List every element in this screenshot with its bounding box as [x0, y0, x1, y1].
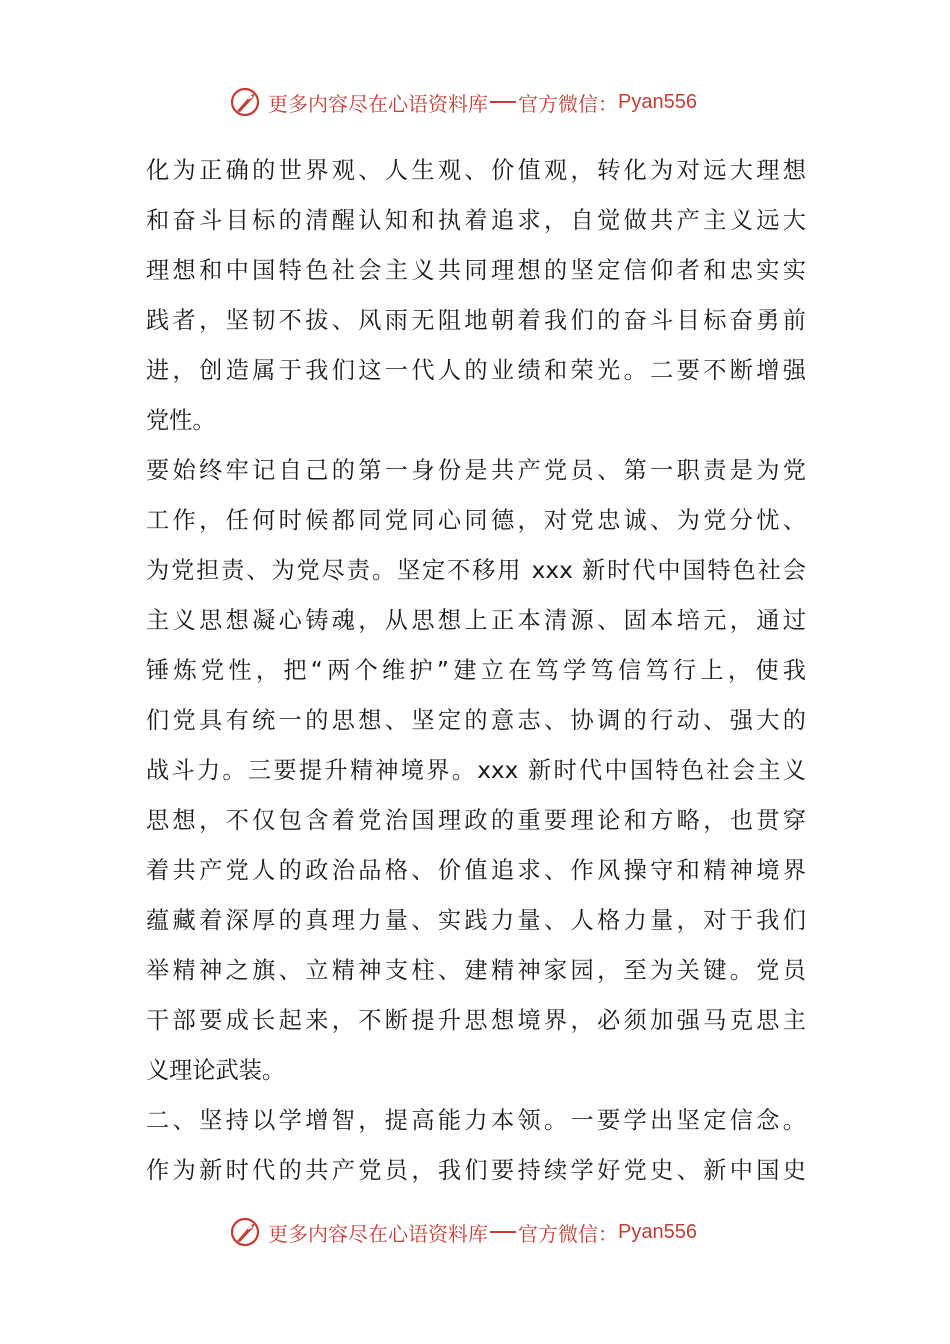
text-line: 进，创造属于我们这一代人的业绩和荣光。二要不断增强	[146, 357, 806, 384]
text-line: 义理论武装。	[146, 1057, 286, 1084]
text-line: 要始终牢记自己的第一身份是共产党员、第一职责是为党	[146, 457, 806, 484]
document-body	[146, 146, 806, 1196]
text-line: 思想，不仅包含着党治国理政的重要理论和方略，也贯穿	[146, 807, 806, 834]
text-line: 主义思想凝心铸魂，从思想上正本清源、固本培元，通过	[146, 607, 806, 634]
banner-separator	[490, 101, 516, 103]
text-line: 战斗力。三要提升精神境界。xxx 新时代中国特色社会主义	[146, 757, 806, 784]
text-line: 们党具有统一的思想、坚定的意志、协调的行动、强大的	[146, 707, 806, 734]
brand-text: 更多内容尽在心语资料库	[268, 91, 488, 116]
text-line: 和奋斗目标的清醒认知和执着追求，自觉做共产主义远大	[146, 207, 806, 234]
contact-label: 官方微信：	[518, 1221, 618, 1246]
text-line: 着共产党人的政治品格、价值追求、作风操守和精神境界	[146, 857, 806, 884]
text-line: 为党担责、为党尽责。坚定不移用 xxx 新时代中国特色社会	[146, 557, 806, 584]
wechat-handle: Pyan556	[618, 1220, 697, 1243]
pen-nib-circle-icon	[228, 1214, 264, 1250]
text-line: 举精神之旗、立精神支柱、建精神家园，至为关键。党员	[146, 957, 806, 984]
text-line: 工作，任何时候都同党同心同德，对党忠诚、为党分忧、	[146, 507, 806, 534]
text-line: 党性。	[146, 407, 216, 434]
text-line: 二、坚持以学增智，提高能力本领。一要学出坚定信念。	[146, 1107, 806, 1134]
text-line: 理想和中国特色社会主义共同理想的坚定信仰者和忠实实	[146, 257, 806, 284]
text-line: 作为新时代的共产党员，我们要持续学好党史、新中国史	[146, 1157, 806, 1184]
brand-text: 更多内容尽在心语资料库	[268, 1221, 488, 1246]
text-line: 化为正确的世界观、人生观、价值观，转化为对远大理想	[146, 157, 806, 184]
text-line: 践者，坚韧不拔、风雨无阻地朝着我们的奋斗目标奋勇前	[146, 307, 806, 334]
pen-nib-circle-icon	[228, 84, 264, 120]
header-banner	[228, 80, 697, 124]
footer-banner	[228, 1210, 697, 1254]
text-line: 锤炼党性，把“两个维护”建立在笃学笃信笃行上，使我	[146, 657, 806, 684]
banner-separator	[490, 1231, 516, 1233]
contact-label: 官方微信：	[518, 91, 618, 116]
wechat-handle: Pyan556	[618, 90, 697, 113]
text-line: 干部要成长起来，不断提升思想境界，必须加强马克思主	[146, 1007, 806, 1034]
text-line: 蕴藏着深厚的真理力量、实践力量、人格力量，对于我们	[146, 907, 806, 934]
